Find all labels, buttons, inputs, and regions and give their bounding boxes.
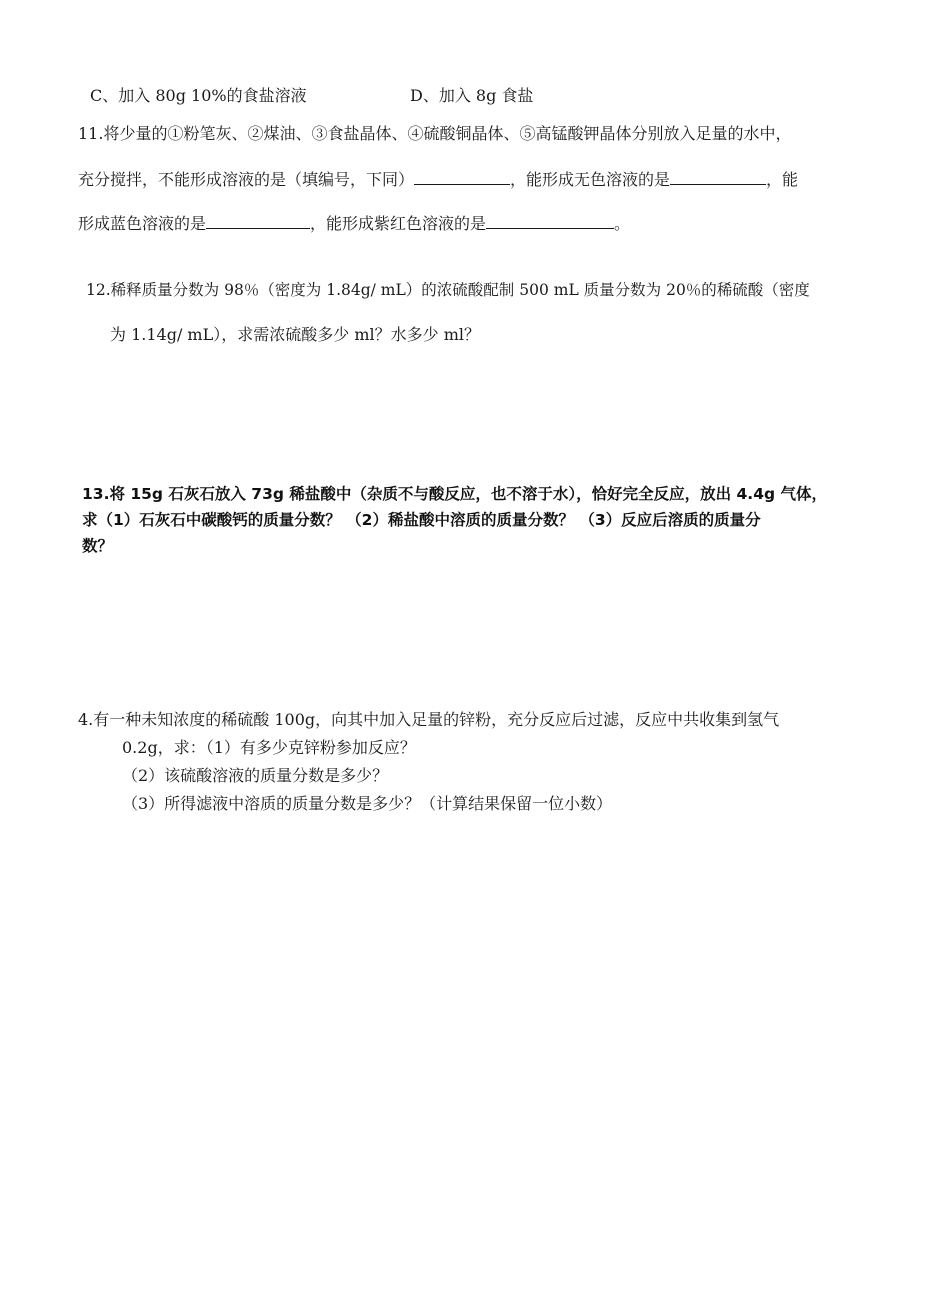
q13-line-3: 数？ (82, 537, 114, 555)
q10-option-c: C、加入 80g 10%的食盐溶液 (90, 86, 307, 105)
q11-text-c: ，能 (766, 170, 799, 189)
q4-line-4: （3）所得滤液中溶质的质量分数是多少？（计算结果保留一位小数） (122, 794, 613, 813)
q12-line-1: 12.稀释质量分数为 98％（密度为 1.84g/ mL）的浓硫酸配制 500 mL 质量分数为 20％的稀硫酸（密度 (86, 281, 810, 299)
q10-option-d: D、加入 8g 食盐 (410, 86, 534, 105)
q11-line-2 (78, 168, 798, 190)
q11-blank-purple[interactable] (486, 212, 614, 229)
q11-line-1: 11.将少量的①粉笔灰、②煤油、③食盐晶体、④硫酸铜晶体、⑤高锰酸钾晶体分别放入足量的水中， (78, 124, 792, 143)
q4-line-3: （2）该硫酸溶液的质量分数是多少？ (122, 766, 389, 785)
q11-text-b: ，能形成无色溶液的是 (510, 170, 671, 189)
q4-line-1: 4.有一种未知浓度的稀硫酸 100g，向其中加入足量的锌粉，充分反应后过滤，反应中共收集到氢气 (78, 710, 780, 729)
q4-line-2: 0.2g，求：（1）有多少克锌粉参加反应？ (122, 738, 416, 757)
q13-line-1: 13.将 15g 石灰石放入 73g 稀盐酸中（杂质不与酸反应，也不溶于水），恰好完全反应，放出 4.4g 气体， (82, 485, 827, 503)
q11-line-3 (78, 212, 630, 234)
q11-text-f: 。 (614, 214, 631, 233)
q13-line-2: 求（1）石灰石中碳酸钙的质量分数？ （2）稀盐酸中溶质的质量分数？ （3）反应后溶质的质量分 (82, 511, 761, 529)
q11-text-e: ，能形成紫红色溶液的是 (310, 214, 487, 233)
q11-text-a: 充分搅拌，不能形成溶液的是（填编号，下同） (78, 170, 415, 189)
q12-line-2: 为 1.14g/ mL），求需浓硫酸多少 ml？水多少 ml？ (110, 325, 480, 344)
q11-blank-blue[interactable] (206, 212, 310, 229)
q11-text-d: 形成蓝色溶液的是 (78, 214, 207, 233)
q11-blank-insoluble[interactable] (414, 168, 510, 185)
q11-blank-colorless[interactable] (670, 168, 766, 185)
